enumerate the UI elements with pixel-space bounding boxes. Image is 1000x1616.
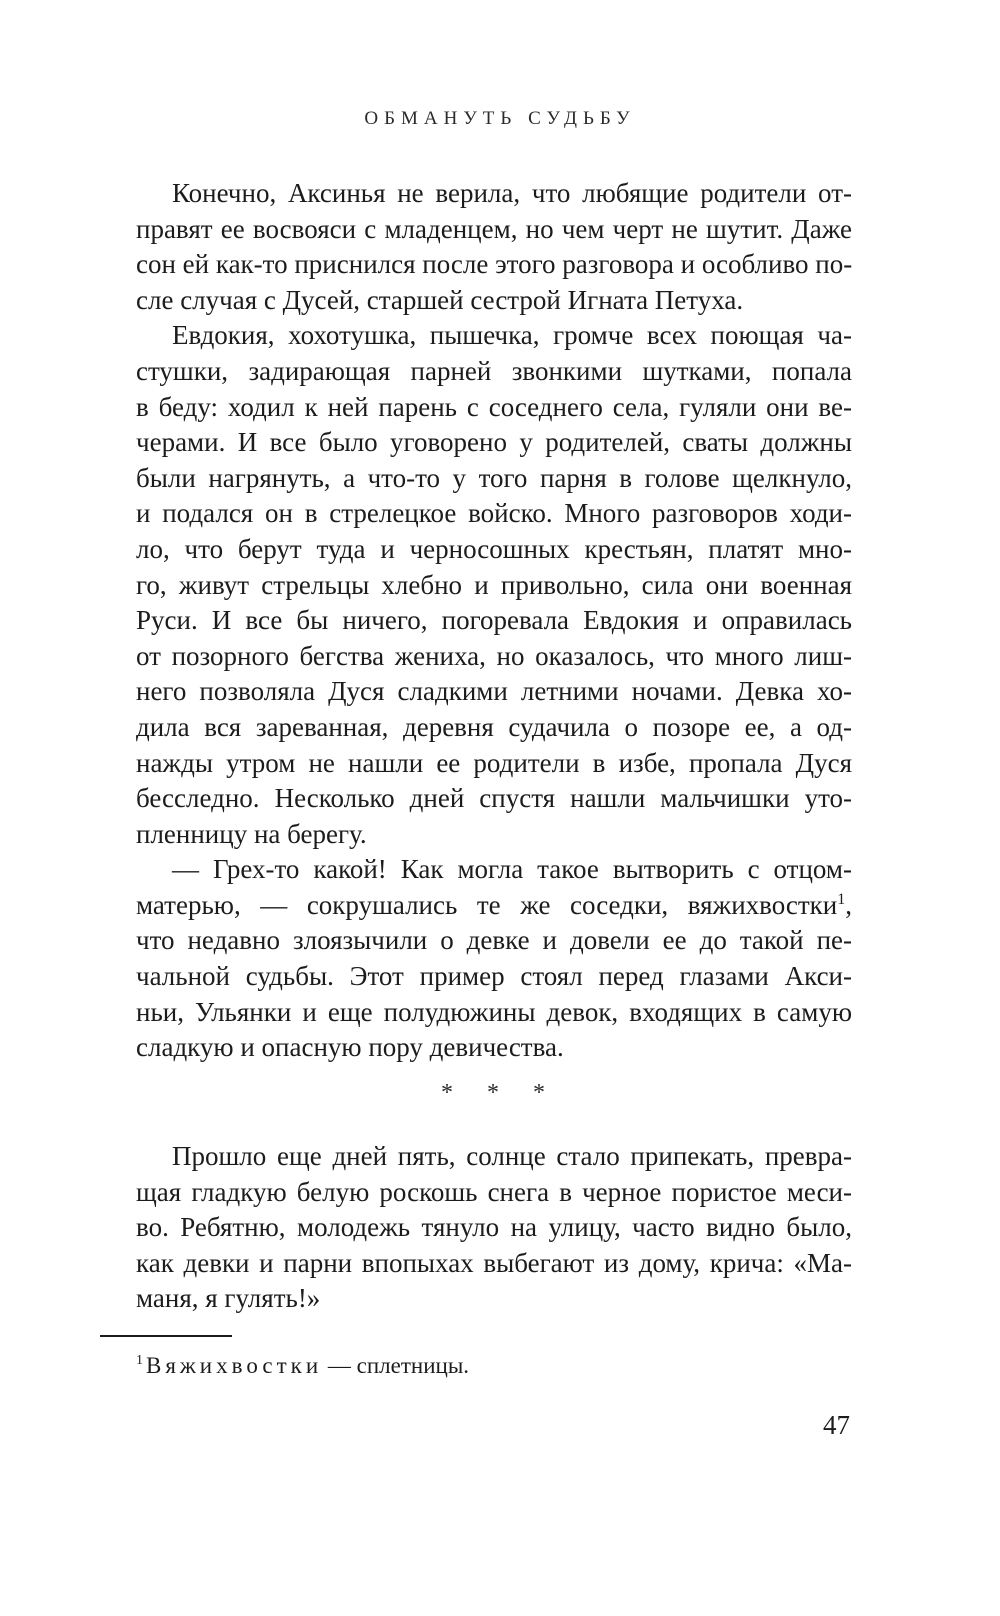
text-line: в беду: ходил к ней парень с соседнего села, гуляли они ве- — [136, 391, 852, 422]
text-line-with-footnote — [100, 888, 852, 924]
text-line: от позорного бегства жениха, но оказалось, что много лиш- — [136, 640, 852, 671]
text-line: Руси. И все бы ничего, погоревала Евдокия и оправилась — [136, 605, 852, 636]
text-line: Прошло еще дней пять, солнце стало припекать, превра- — [172, 1141, 852, 1171]
text-line: него позволяла Дуся сладкими летними ночами. Девка хо- — [136, 676, 852, 707]
text-line: маня, я гулять!» — [136, 1283, 321, 1314]
text-line: правят ее восвояси с младенцем, но чем черт не шутит. Даже — [136, 213, 852, 244]
paragraph — [100, 852, 852, 1066]
footnote-definition: — сплетницы. — [322, 1353, 470, 1378]
section-separator: * * * — [441, 1080, 559, 1106]
text-line: ло, что берут туда и черносошных крестьян, платят мно- — [136, 533, 852, 564]
text-block — [100, 176, 852, 1066]
text-line: нажды утром не нашли ее родители в избе, пропала Дуся — [136, 747, 852, 778]
footnote-reference[interactable]: 1 — [837, 890, 846, 908]
text-line: сле случая с Дусей, старшей сестрой Игната Петуха. — [136, 284, 744, 315]
text-fragment: матерью, — сокрушались те же соседки, вяжихвостки — [136, 889, 838, 920]
text-line: были нагрянуть, а что-то у того парня в голове щелкнуло, — [136, 462, 852, 493]
running-head: ОБМАНУТЬ СУДЬБУ — [364, 108, 636, 129]
text-line: что недавно злоязычили о девке и довели ее до такой пе- — [136, 925, 852, 956]
text-line: Конечно, Аксинья не верила, что любящие родители от- — [172, 178, 852, 208]
footnote-divider — [100, 1335, 232, 1337]
paragraph — [100, 1139, 852, 1317]
footnote-number: 1 — [136, 1353, 143, 1368]
text-fragment: , — [845, 889, 852, 920]
paragraph — [100, 176, 852, 318]
text-line: черами. И все было уговорено у родителей, сваты должны — [136, 427, 852, 458]
text-line: го, живут стрельцы хлебно и привольно, сила они военная — [136, 569, 852, 600]
text-line: щая гладкую белую роскошь снега в черное пористое меси- — [136, 1176, 852, 1207]
paragraph — [100, 318, 852, 852]
text-line: сон ей как-то приснился после этого разговора и особливо по- — [136, 249, 853, 280]
text-line: чальной судьбы. Этот пример стоял перед глазами Акси- — [136, 961, 852, 992]
text-line: как девки и парни впопыхах выбегают из дому, крича: «Ма- — [136, 1247, 852, 1278]
text-line: Евдокия, хохотушка, пышечка, громче всех поющая ча- — [172, 320, 852, 351]
text-line: стушки, задирающая парней звонкими шутками, попала — [136, 355, 852, 386]
text-line: во. Ребятню, молодежь тянуло на улицу, часто видно было, — [136, 1212, 852, 1243]
text-line: бесследно. Несколько дней спустя нашли мальчишки уто- — [136, 783, 852, 814]
text-line: сладкую и опасную пору девичества. — [136, 1032, 564, 1063]
text-line: ньи, Ульянки и еще полудюжины девок, входящих в самую — [136, 996, 852, 1027]
text-line: пленницу на берегу. — [136, 818, 367, 849]
text-line: дила вся зареванная, деревня судачила о позоре ее, а од- — [136, 711, 852, 742]
footnote — [136, 1351, 469, 1381]
text-block — [100, 1139, 852, 1317]
page-number: 47 — [823, 1410, 850, 1440]
text-line: — Грех-то какой! Как могла такое вытворить с отцом- — [172, 854, 852, 885]
footnote-term: Вяжихвостки — [146, 1353, 323, 1378]
text-line: и подался он в стрелецкое войско. Много разговоров ходи- — [136, 498, 852, 529]
